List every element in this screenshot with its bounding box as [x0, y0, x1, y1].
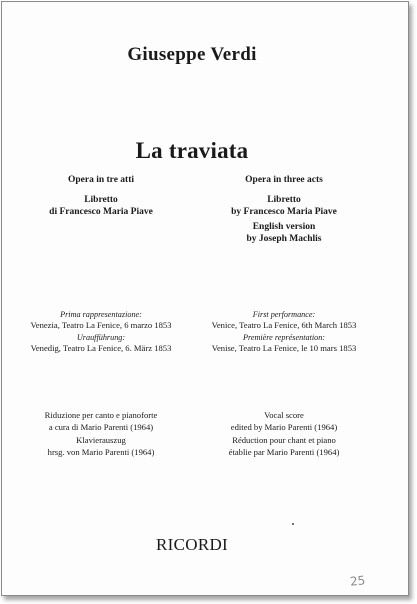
- right-librettist: by Francesco Maria Piave: [231, 207, 337, 217]
- left-reduction-4: hrsg. von Mario Parenti (1964): [47, 447, 155, 457]
- left-premiere-1: Venezia, Teatro La Fenice, 6 marzo 1853: [30, 320, 172, 330]
- right-premiere-1: Venice, Teatro La Fenice, 6th March 1853: [211, 320, 357, 330]
- title-page: [1, 1, 409, 596]
- left-reduction-2: a cura di Mario Parenti (1964): [48, 422, 154, 432]
- left-premiere-label-2: Uraufführung:: [76, 333, 126, 342]
- right-english-version: English version: [252, 222, 316, 232]
- right-premiere-label-1: First performance:: [252, 310, 316, 319]
- ink-dot: [292, 523, 294, 525]
- right-premiere-label-2: Première représentation:: [242, 333, 326, 342]
- left-premiere-2: Venedig, Teatro La Fenice, 6. März 1853: [30, 343, 172, 353]
- right-score-1: Vocal score: [264, 410, 304, 420]
- composer-name: Giuseppe Verdi: [127, 44, 257, 65]
- right-subtitle: Opera in three acts: [245, 175, 323, 185]
- right-score-2: edited by Mario Parenti (1964): [230, 422, 338, 432]
- right-libretto-label: Libretto: [267, 195, 301, 205]
- opera-title: La traviata: [135, 138, 249, 163]
- right-premiere-2: Venise, Teatro La Fenice, le 10 mars 1853: [211, 343, 357, 353]
- left-premiere-label-1: Prima rappresentazione:: [60, 310, 142, 319]
- left-libretto-label: Libretto: [84, 195, 118, 205]
- right-translator: by Joseph Machlis: [246, 234, 322, 244]
- publisher-name: RICORDI: [156, 535, 228, 554]
- handwritten-page-mark: 25: [349, 573, 366, 589]
- left-librettist: di Francesco Maria Piave: [49, 207, 153, 217]
- left-subtitle: Opera in tre atti: [67, 175, 135, 185]
- left-reduction-3: Klavierauszug: [76, 435, 126, 445]
- right-score-4: établie par Mario Parenti (1964): [228, 447, 340, 457]
- right-score-3: Réduction pour chant et piano: [232, 435, 336, 445]
- left-reduction-1: Riduzione per canto e pianoforte: [44, 410, 158, 420]
